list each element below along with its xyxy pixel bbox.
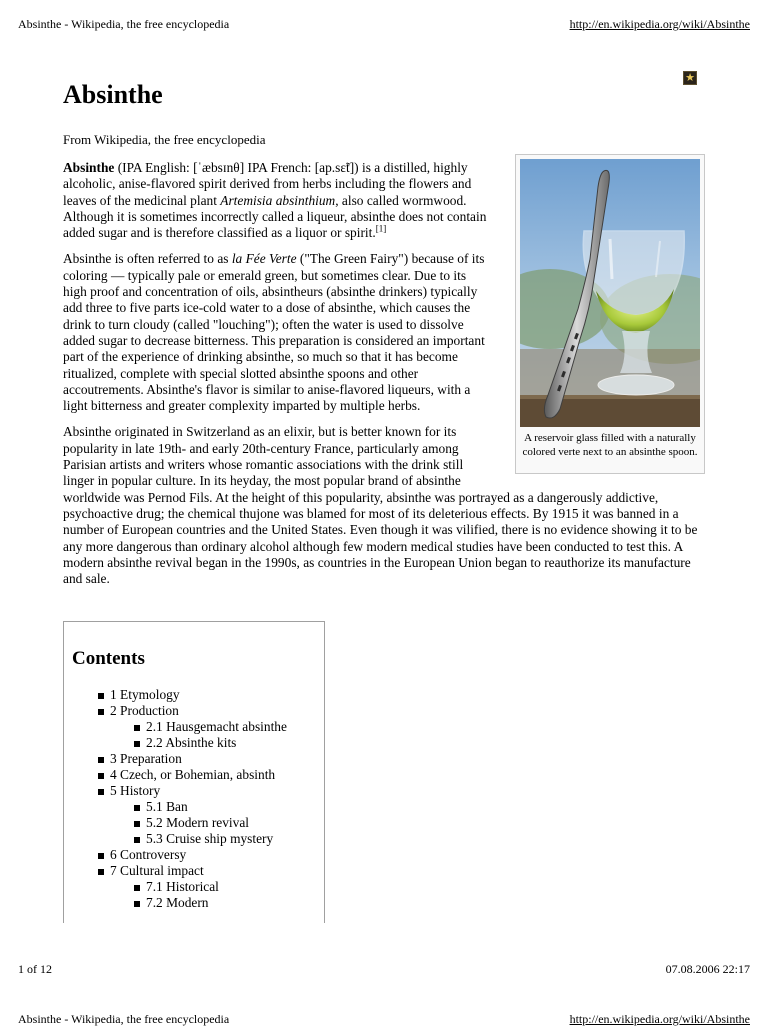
toc-item[interactable]: 6 Controversy (98, 847, 287, 863)
reference-link[interactable]: [1] (375, 223, 387, 234)
toc-item[interactable]: 3 Preparation (98, 751, 287, 767)
toc-subitem[interactable]: 5.2 Modern revival (134, 815, 287, 831)
toc-subitem[interactable]: 5.3 Cruise ship mystery (134, 831, 287, 847)
toc-subitem[interactable]: 7.2 Modern (134, 895, 287, 911)
toc-item[interactable]: 2 Production 2.1 Hausgemacht absinthe 2.2 Absinthe kits (98, 703, 287, 751)
p2-text-b: ("The Green Fairy") because of its coloring — typically pale or emerald green, but sometimes clear. Due to its high proof and concentration of oils, absintheurs (absinthe drinkers) typically add three to five parts ice-cold water to a dose of absinthe, which causes the drink to turn cloudy (called "louching"); often the water is used to dissolve added sugar to decrease bitterness. This preparation is considered an important part of the experience of drinking absinthe, so much so that it has become ritualized, complete with special slotted absinthe spoons and other accoutrements. Absinthe's flavor is similar to anise-flavored liqueurs, with a light bitterness and greater complexity imparted by multiple herbs. (63, 251, 485, 414)
page-header-url[interactable]: http://en.wikipedia.org/wiki/Absinthe (569, 17, 750, 31)
article-tagline: From Wikipedia, the free encyclopedia (63, 132, 266, 147)
thumbnail-figure (515, 154, 705, 474)
toc-title: Contents (72, 648, 145, 669)
page-header-title: Absinthe - Wikipedia, the free encyclopedia (18, 17, 230, 31)
intro-text-b: , also called wormwood. Although it is sometimes incorrectly called a liqueur, absinthe does not contain added sugar and is therefore classified as a liquor or spirit. (63, 192, 487, 241)
intro-text-a: (IPA English: [ˈæbsɪnθ] IPA French: [ap.sɛ̃t]) is a distilled, highly alcoholic, anise-flavored spirit derived from herbs including the flowers and leaves of the medicinal plant (63, 160, 472, 208)
print-timestamp: 07.08.2006 22:17 (665, 962, 750, 976)
history-paragraph: Absinthe originated in Switzerland as an elixir, but is better known for its popularity in late 19th- and early 20th-century France, particularly among Parisian artists and writers whose romantic associations with the drink still linger in popular culture. In its heyday, the most popular brand of absinthe worldwide was Pernod Fils. At the height of this popularity, absinthe was portrayed as a dangerously addictive, psychoactive drug; the chemical thujone was blamed for most of its deleterious effects. By 1915 it was banned in a number of European countries and the United States. Even though it was vilified, there is no evidence showing it to be any more dangerous than ordinary alcohol although few modern medical studies have been conducted to test this. A modern absinthe revival began in the 1990s, as countries in the European Union began to reauthorize its manufacture and sale. (63, 424, 698, 587)
toc-subitem[interactable]: 2.2 Absinthe kits (134, 735, 287, 751)
toc-item[interactable]: 1 Etymology (98, 687, 287, 703)
featured-star-icon: ★ (683, 71, 697, 85)
toc-subitem[interactable]: 5.1 Ban (134, 799, 287, 815)
next-page-header-url[interactable]: http://en.wikipedia.org/wiki/Absinthe (569, 1012, 750, 1026)
toc-item[interactable]: 5 History 5.1 Ban 5.2 Modern revival 5.3 Cruise ship mystery (98, 783, 287, 847)
toc-subitem[interactable]: 2.1 Hausgemacht absinthe (134, 719, 287, 735)
table-of-contents (63, 621, 325, 923)
p2-text-a: Absinthe is often referred to as (63, 251, 232, 267)
page-number: 1 of 12 (18, 962, 52, 976)
toc-item[interactable]: 7 Cultural impact 7.1 Historical 7.2 Modern (98, 863, 287, 911)
nickname: la Fée Verte (231, 251, 297, 267)
toc-subitem[interactable]: 7.1 Historical (134, 879, 287, 895)
toc-list (98, 687, 287, 911)
figure-caption: A reservoir glass filled with a naturally colored verte next to an absinthe spoon. (522, 432, 698, 458)
lead-term: Absinthe (63, 160, 115, 175)
species-name: Artemisia absinthium (220, 192, 336, 208)
article-title: Absinthe (63, 80, 163, 109)
next-page-header-title: Absinthe - Wikipedia, the free encyclopedia (18, 1012, 230, 1026)
absinthe-glass-photo[interactable] (520, 159, 700, 427)
article-body (63, 160, 705, 597)
toc-item[interactable]: 4 Czech, or Bohemian, absinth (98, 767, 287, 783)
